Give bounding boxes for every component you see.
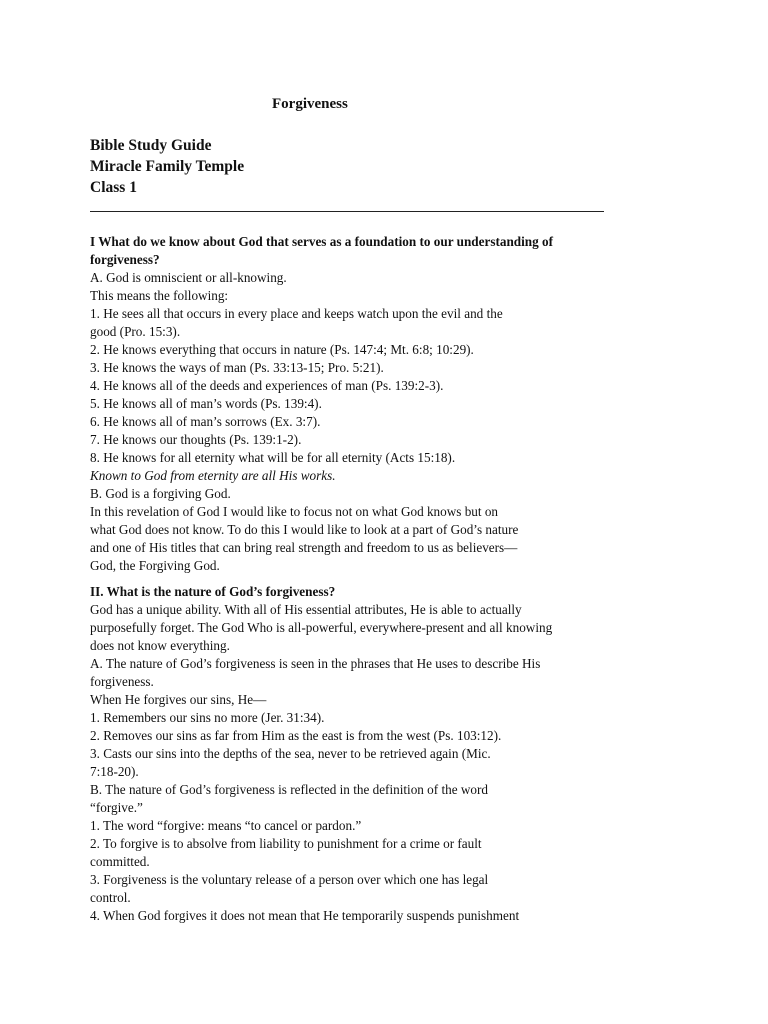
text-line: committed. <box>90 854 150 869</box>
text-line: B. The nature of God’s forgiveness is reflected in the definition of the word <box>90 782 488 797</box>
text-line: 7. He knows our thoughts (Ps. 139:1-2). <box>90 432 302 447</box>
text-line: forgiveness. <box>90 674 154 689</box>
header-guide-name: Bible Study Guide <box>90 137 212 154</box>
text-line: God has a unique ability. With all of His essential attributes, He is able to actually <box>90 602 522 617</box>
text-line: 4. When God forgives it does not mean that He temporarily suspends punishment <box>90 908 520 923</box>
document-header <box>90 135 244 198</box>
text-line: 2. He knows everything that occurs in nature (Ps. 147:4; Mt. 6:8; 10:29). <box>90 342 474 357</box>
text-line: what God does not know. To do this I would like to look at a part of God’s nature <box>90 522 519 537</box>
text-line: 1. He sees all that occurs in every place and keeps watch upon the evil and the <box>90 306 503 321</box>
text-line: purposefully forget. The God Who is all-powerful, everywhere-present and all knowing <box>90 620 553 635</box>
text-line: In this revelation of God I would like to focus not on what God knows but on <box>90 504 499 519</box>
text-line: When He forgives our sins, He— <box>90 692 267 707</box>
text-line: does not know everything. <box>90 638 230 653</box>
section1-heading-line2: forgiveness? <box>90 252 160 267</box>
text-line: This means the following: <box>90 288 229 303</box>
text-line: 6. He knows all of man’s sorrows (Ex. 3:7). <box>90 414 321 429</box>
text-line: 4. He knows all of the deeds and experiences of man (Ps. 139:2-3). <box>90 378 444 393</box>
text-line: 2. Removes our sins as far from Him as the east is from the west (Ps. 103:12). <box>90 728 502 743</box>
paragraph-gap <box>90 575 650 583</box>
section1-heading-line1: I What do we know about God that serves as a foundation to our understanding of <box>90 234 553 249</box>
text-line: 1. Remembers our sins no more (Jer. 31:34). <box>90 710 325 725</box>
text-line: 2. To forgive is to absolve from liability to punishment for a crime or fault <box>90 836 482 851</box>
text-line: good (Pro. 15:3). <box>90 324 181 339</box>
text-line: 5. He knows all of man’s words (Ps. 139:4). <box>90 396 322 411</box>
header-class-number: Class 1 <box>90 179 137 196</box>
text-line: “forgive.” <box>90 800 143 815</box>
text-line: 3. He knows the ways of man (Ps. 33:13-15; Pro. 5:21). <box>90 360 384 375</box>
document-body <box>90 233 650 925</box>
text-line: 3. Casts our sins into the depths of the sea, never to be retrieved again (Mic. <box>90 746 491 761</box>
text-line: 7:18-20). <box>90 764 139 779</box>
italic-quote-line: Known to God from eternity are all His works. <box>90 468 336 483</box>
text-line: 1. The word “forgive: means “to cancel or pardon.” <box>90 818 362 833</box>
document-title: Forgiveness <box>272 96 348 112</box>
text-line: 3. Forgiveness is the voluntary release of a person over which one has legal <box>90 872 489 887</box>
text-line: B. God is a forgiving God. <box>90 486 231 501</box>
text-line: A. The nature of God’s forgiveness is seen in the phrases that He uses to describe His <box>90 656 541 671</box>
horizontal-rule <box>90 211 604 212</box>
text-line: A. God is omniscient or all-knowing. <box>90 270 287 285</box>
section2-heading: II. What is the nature of God’s forgiveness? <box>90 584 336 599</box>
text-line: God, the Forgiving God. <box>90 558 220 573</box>
text-line: and one of His titles that can bring real strength and freedom to us as believers— <box>90 540 518 555</box>
header-church-name: Miracle Family Temple <box>90 158 245 175</box>
text-line: control. <box>90 890 131 905</box>
text-line: 8. He knows for all eternity what will be for all eternity (Acts 15:18). <box>90 450 456 465</box>
